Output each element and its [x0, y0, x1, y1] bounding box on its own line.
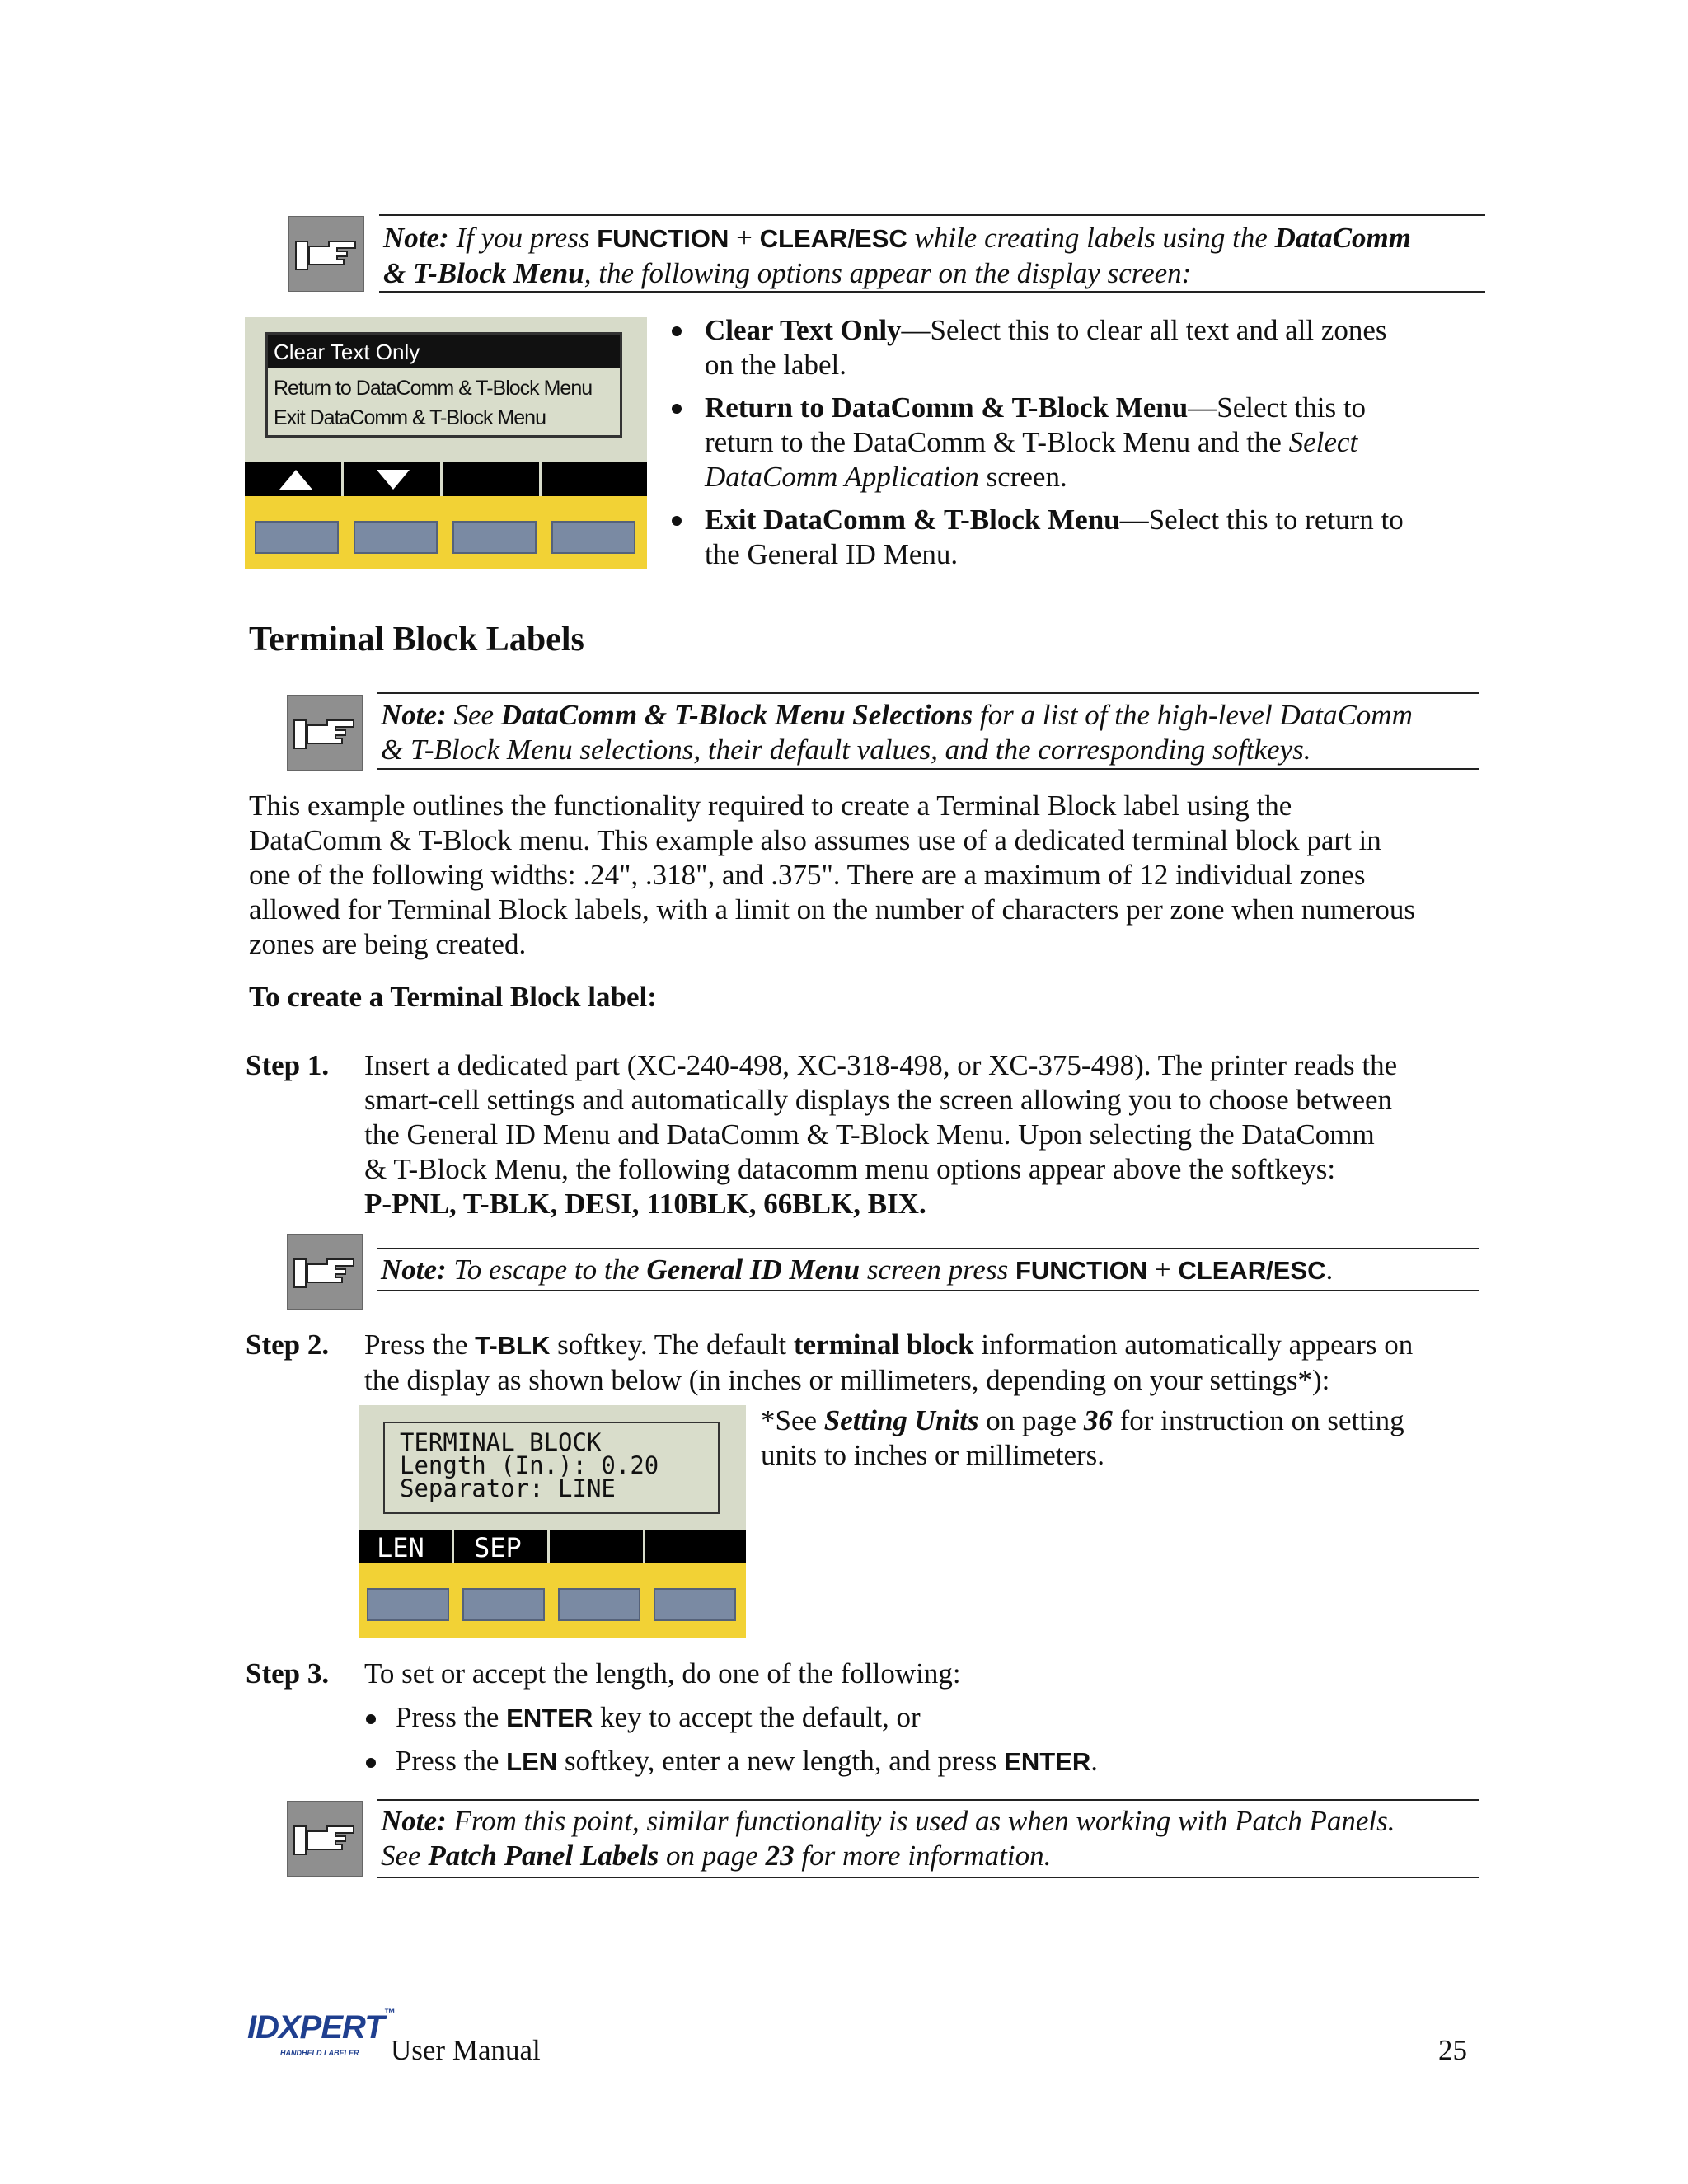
note-rule-top — [377, 1799, 1479, 1801]
idxpert-logo: IDXPERT ™ HANDHELD LABELER — [247, 2006, 396, 2057]
softkey-label-bar — [245, 462, 647, 496]
note-hand-icon — [287, 1234, 363, 1310]
step-2-text: Press the T-BLK softkey. The default terminal block information automatically appears on the display as shown below (in inches or millimeters, depending on your settings*): — [364, 1329, 1414, 1396]
note-rule-bottom — [377, 1290, 1479, 1291]
softkey-3[interactable] — [558, 1588, 640, 1621]
note-text: Note: From this point, similar functionality is used as when working with Patch Panels. See Patch Panel Labels on page 23 for more information. — [381, 1805, 1395, 1872]
softkey-label-len: LEN — [377, 1532, 424, 1563]
screen-line-separator: Separator: LINE — [400, 1474, 616, 1502]
softkey-1[interactable] — [367, 1588, 449, 1621]
step-3-option-len: Press the LEN softkey, enter a new length, and press ENTER. — [396, 1745, 1098, 1777]
step-1-label: Step 1. — [246, 1049, 330, 1081]
softkey-1[interactable] — [255, 521, 339, 554]
note-text: Note: To escape to the General ID Menu screen press FUNCTION + CLEAR/ESC. — [381, 1254, 1334, 1286]
note-hand-icon — [288, 216, 364, 292]
section-heading: Terminal Block Labels — [249, 621, 584, 658]
step-3-option-enter: Press the ENTER key to accept the default, or — [396, 1701, 921, 1733]
note-text: Note: See DataComm & T-Block Menu Selections for a list of the high-level DataComm & T-Block Menu selections, their default values, and the corresponding softkeys. — [381, 699, 1413, 766]
intro-paragraph: This example outlines the functionality required to create a Terminal Block label using the DataComm & T-Block menu. This example also assumes use of a dedicated terminal block part in one of the following widths: .24", .318", and .375". There are a maximum of 12 individual zones allowed for Terminal Block labels, with a limit on the number of characters per zone when numerous zones are being created. — [249, 790, 1415, 960]
footnote: *See Setting Units on page 36 for instruction on setting units to inches or millimeters. — [761, 1404, 1404, 1471]
option-return: Return to DataComm & T-Block Menu—Select this to return to the DataComm & T-Block Menu and the Select DataComm Application screen. — [705, 391, 1367, 493]
note-hand-icon — [287, 695, 363, 771]
note-rule-bottom — [377, 1877, 1479, 1878]
down-arrow-icon — [377, 470, 410, 490]
step-2-label: Step 2. — [246, 1329, 330, 1361]
step-1-text: Insert a dedicated part (XC-240-498, XC-318-498, or XC-375-498). The printer reads the smart-cell settings and automatically displays the screen allowing you to choose between the General ID Menu and DataComm & T-Block Menu. Upon selecting the DataComm & T-Block Menu, the following datacomm menu options appear above the softkeys: P-PNL, T-BLK, DESI, 110BLK, 66BLK, BIX. — [364, 1049, 1398, 1220]
option-exit: Exit DataComm & T-Block Menu—Select this to return to the General ID Menu. — [705, 504, 1404, 570]
softkey-2[interactable] — [354, 521, 438, 554]
softkey-label-sep: SEP — [474, 1532, 522, 1563]
display-frame — [383, 1422, 720, 1514]
option-clear-text: Clear Text Only—Select this to clear all text and all zones on the label. — [705, 314, 1387, 381]
display-screen-clear-options — [245, 317, 647, 569]
note-rule-bottom — [379, 291, 1485, 293]
softkey-3[interactable] — [452, 521, 537, 554]
menu-item-clear-text: Clear Text Only — [274, 340, 420, 364]
softkey-label-bar — [359, 1530, 746, 1563]
note-rule-top — [379, 214, 1485, 216]
display-screen-terminal-block — [359, 1405, 746, 1638]
step-3-text: To set or accept the length, do one of the following: — [364, 1657, 961, 1690]
softkey-row — [359, 1563, 746, 1638]
softkey-4[interactable] — [551, 521, 635, 554]
note-rule-top — [377, 692, 1479, 694]
menu-item-return: Return to DataComm & T-Block Menu — [274, 377, 593, 400]
note-text: Note: If you press FUNCTION + CLEAR/ESC while creating labels using the DataComm & T-Block Menu, the following options appear on the display screen: — [383, 222, 1411, 289]
note-rule-top — [377, 1248, 1479, 1249]
page-number: 25 — [1438, 2034, 1467, 2066]
note-hand-icon — [287, 1801, 363, 1877]
softkey-4[interactable] — [654, 1588, 736, 1621]
note-rule-bottom — [377, 768, 1479, 770]
display-frame — [265, 332, 622, 438]
footer-manual-title: User Manual — [391, 2034, 541, 2066]
procedure-heading: To create a Terminal Block label: — [249, 981, 657, 1013]
up-arrow-icon — [279, 470, 312, 490]
bullet — [366, 1758, 376, 1768]
step-3-label: Step 3. — [246, 1657, 330, 1690]
menu-options-list: P-PNL, T-BLK, DESI, 110BLK, 66BLK, BIX. — [364, 1188, 926, 1220]
menu-item-exit: Exit DataComm & T-Block Menu — [274, 406, 546, 429]
screen-line-title: TERMINAL BLOCK — [400, 1428, 602, 1456]
softkey-2[interactable] — [462, 1588, 545, 1621]
bullet — [366, 1714, 376, 1724]
softkey-row — [245, 496, 647, 569]
screen-line-length: Length (In.): 0.20 — [400, 1451, 659, 1479]
